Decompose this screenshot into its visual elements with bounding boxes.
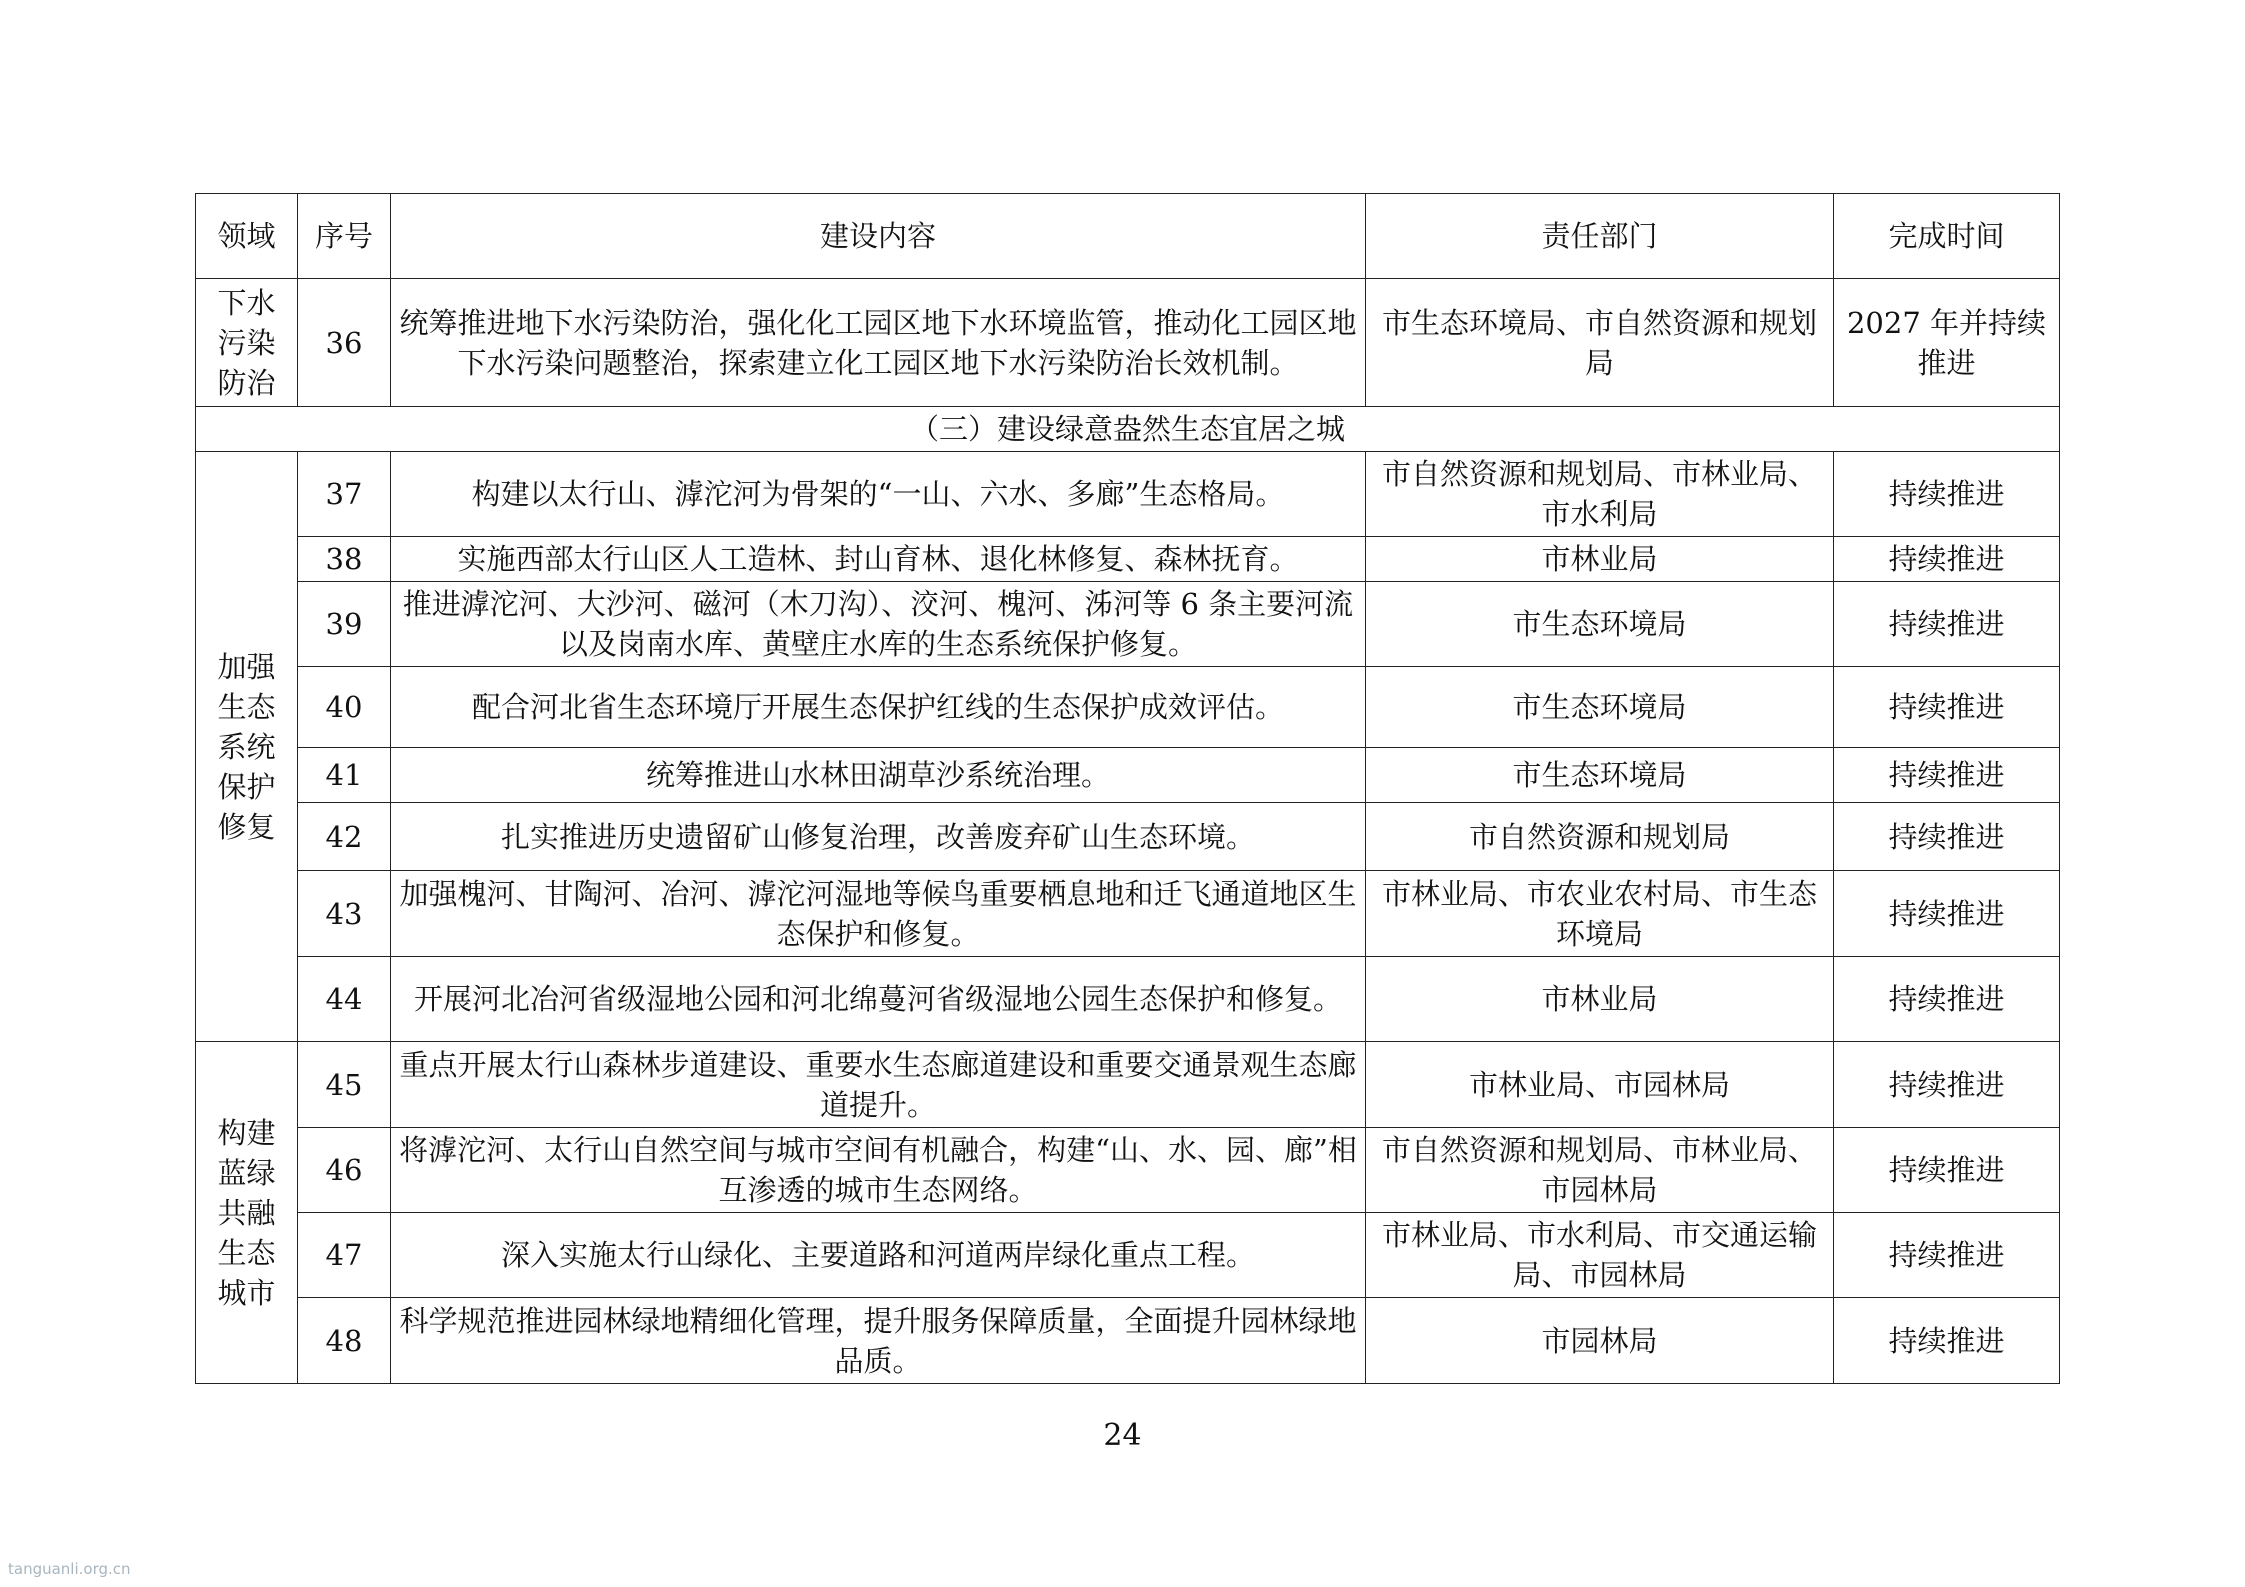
- table-row: [196, 1128, 2060, 1213]
- seq-cell: 44: [298, 957, 391, 1042]
- seq-cell: 45: [298, 1042, 391, 1128]
- header-domain: 领域: [196, 194, 298, 279]
- table-row: [196, 748, 2060, 803]
- seq-cell: 47: [298, 1213, 391, 1298]
- time-cell: 持续推进: [1834, 1298, 2060, 1384]
- seq-cell: 41: [298, 748, 391, 803]
- table-row: [196, 1213, 2060, 1298]
- plan-table: [195, 193, 2060, 1384]
- time-cell: 持续推进: [1834, 667, 2060, 748]
- table-row: [196, 279, 2060, 407]
- table-row: [196, 582, 2060, 667]
- content-cell: 构建以太行山、滹沱河为骨架的“一山、六水、多廊”生态格局。: [391, 452, 1366, 537]
- table-row: [196, 667, 2060, 748]
- dept-cell: 市生态环境局: [1366, 582, 1834, 667]
- time-cell: 持续推进: [1834, 957, 2060, 1042]
- dept-cell: 市生态环境局: [1366, 667, 1834, 748]
- content-cell: 重点开展太行山森林步道建设、重要水生态廊道建设和重要交通景观生态廊道提升。: [391, 1042, 1366, 1128]
- time-cell: 2027 年并持续推进: [1834, 279, 2060, 407]
- domain-cell: 加强生态系统保护修复: [196, 452, 298, 1042]
- content-cell: 将滹沱河、太行山自然空间与城市空间有机融合，构建“山、水、园、廊”相互渗透的城市生态网络。: [391, 1128, 1366, 1213]
- seq-cell: 48: [298, 1298, 391, 1384]
- section-row: [196, 407, 2060, 452]
- time-cell: 持续推进: [1834, 537, 2060, 582]
- table-row: [196, 871, 2060, 957]
- dept-cell: 市园林局: [1366, 1298, 1834, 1384]
- seq-cell: 38: [298, 537, 391, 582]
- seq-cell: 40: [298, 667, 391, 748]
- dept-cell: 市生态环境局、市自然资源和规划局: [1366, 279, 1834, 407]
- content-cell: 统筹推进山水林田湖草沙系统治理。: [391, 748, 1366, 803]
- dept-cell: 市自然资源和规划局、市林业局、市园林局: [1366, 1128, 1834, 1213]
- time-cell: 持续推进: [1834, 1042, 2060, 1128]
- time-cell: 持续推进: [1834, 1128, 2060, 1213]
- content-cell: 统筹推进地下水污染防治，强化化工园区地下水环境监管，推动化工园区地下水污染问题整治，探索建立化工园区地下水污染防治长效机制。: [391, 279, 1366, 407]
- seq-cell: 42: [298, 803, 391, 871]
- content-cell: 深入实施太行山绿化、主要道路和河道两岸绿化重点工程。: [391, 1213, 1366, 1298]
- time-cell: 持续推进: [1834, 1213, 2060, 1298]
- dept-cell: 市自然资源和规划局、市林业局、市水利局: [1366, 452, 1834, 537]
- content-cell: 科学规范推进园林绿地精细化管理，提升服务保障质量，全面提升园林绿地品质。: [391, 1298, 1366, 1384]
- table-row: [196, 1042, 2060, 1128]
- time-cell: 持续推进: [1834, 871, 2060, 957]
- seq-cell: 37: [298, 452, 391, 537]
- seq-cell: 36: [298, 279, 391, 407]
- table-header-row: [196, 194, 2060, 279]
- seq-cell: 43: [298, 871, 391, 957]
- time-cell: 持续推进: [1834, 452, 2060, 537]
- dept-cell: 市林业局、市水利局、市交通运输局、市园林局: [1366, 1213, 1834, 1298]
- table-row: [196, 537, 2060, 582]
- content-cell: 配合河北省生态环境厅开展生态保护红线的生态保护成效评估。: [391, 667, 1366, 748]
- content-cell: 开展河北冶河省级湿地公园和河北绵蔓河省级湿地公园生态保护和修复。: [391, 957, 1366, 1042]
- header-time: 完成时间: [1834, 194, 2060, 279]
- content-cell: 实施西部太行山区人工造林、封山育林、退化林修复、森林抚育。: [391, 537, 1366, 582]
- dept-cell: 市林业局: [1366, 957, 1834, 1042]
- seq-cell: 39: [298, 582, 391, 667]
- header-seq: 序号: [298, 194, 391, 279]
- table-row: [196, 452, 2060, 537]
- domain-cell: 下水污染防治: [196, 279, 298, 407]
- content-cell: 扎实推进历史遗留矿山修复治理，改善废弃矿山生态环境。: [391, 803, 1366, 871]
- dept-cell: 市林业局: [1366, 537, 1834, 582]
- table-row: [196, 957, 2060, 1042]
- content-cell: 加强槐河、甘陶河、冶河、滹沱河湿地等候鸟重要栖息地和迁飞通道地区生态保护和修复。: [391, 871, 1366, 957]
- header-dept: 责任部门: [1366, 194, 1834, 279]
- header-content: 建设内容: [391, 194, 1366, 279]
- dept-cell: 市林业局、市园林局: [1366, 1042, 1834, 1128]
- content-cell: 推进滹沱河、大沙河、磁河（木刀沟）、洨河、槐河、泲河等 6 条主要河流以及岗南水库、黄壁庄水库的生态系统保护修复。: [391, 582, 1366, 667]
- page-number: 24: [1103, 1418, 1142, 1453]
- dept-cell: 市生态环境局: [1366, 748, 1834, 803]
- dept-cell: 市林业局、市农业农村局、市生态环境局: [1366, 871, 1834, 957]
- table-row: [196, 803, 2060, 871]
- domain-cell: 构建蓝绿共融生态城市: [196, 1042, 298, 1384]
- time-cell: 持续推进: [1834, 748, 2060, 803]
- seq-cell: 46: [298, 1128, 391, 1213]
- watermark: tanguanli.org.cn: [8, 1560, 131, 1578]
- table-row: [196, 1298, 2060, 1384]
- time-cell: 持续推进: [1834, 582, 2060, 667]
- section-title: （三）建设绿意盎然生态宜居之城: [196, 407, 2060, 452]
- dept-cell: 市自然资源和规划局: [1366, 803, 1834, 871]
- time-cell: 持续推进: [1834, 803, 2060, 871]
